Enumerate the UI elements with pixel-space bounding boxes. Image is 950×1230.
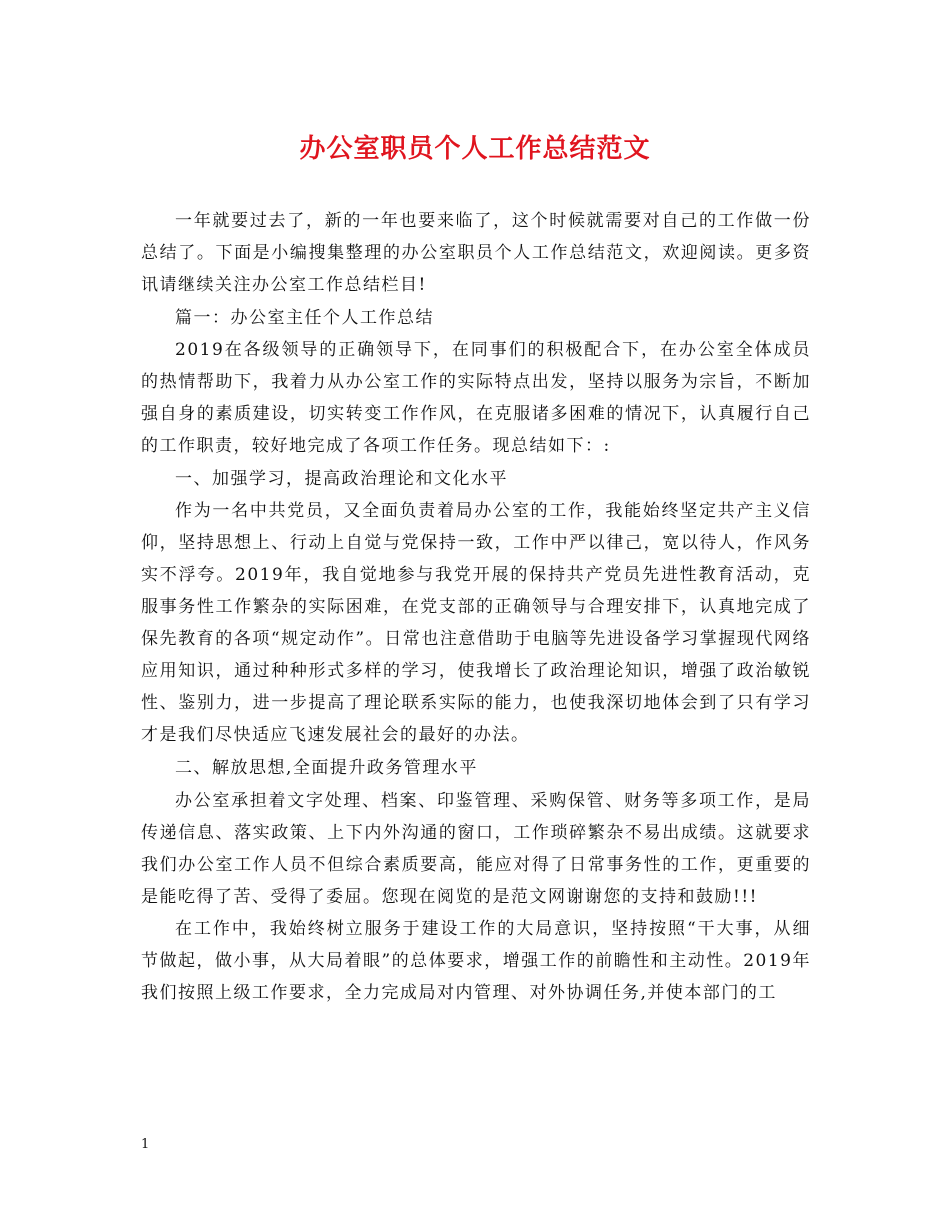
paragraph-section-one-body: 作为一名中共党员，又全面负责着局办公室的工作，我能始终坚定共产主义信仰，坚持思想上、行动上自觉与党保持一致，工作中严以律己，宽以待人，作风务实不浮夸。2019年，我自觉地参与我党开展的保持共产党员先进性教育活动，克服事务性工作繁杂的实际困难，在党支部的正确领导与合理安排下，认真地完成了保先教育的各项“规定动作”。日常也注意借助于电脑等先进设备学习掌握现代网络应用知识，通过种种形式多样的学习，使我增长了政治理论知识，增强了政治敏锐性、鉴别力，进一步提高了理论联系实际的能力，也使我深切地体会到了只有学习才是我们尽快适应飞速发展社会的最好的办法。	[141, 501, 811, 746]
paragraph-section-two-heading: 二、解放思想,全面提升政务管理水平	[175, 757, 478, 778]
page-number: 1	[141, 1137, 150, 1152]
document-body	[141, 205, 811, 1010]
paragraph-section-two-body: 办公室承担着文字处理、档案、印鉴管理、采购保管、财务等多项工作，是局传递信息、落实政策、上下内外沟通的窗口，工作琐碎繁杂不易出成绩。这就要求我们办公室工作人员不但综合素质要高，能应对得了日常事务性的工作，更重要的是能吃得了苦、受得了委屈。您现在阅览的是范文网谢谢您的支持和鼓励!!!	[141, 790, 811, 907]
paragraph-section-two-continued: 在工作中，我始终树立服务于建设工作的大局意识，坚持按照“干大事，从细节做起，做小事，从大局着眼”的总体要求，增强工作的前瞻性和主动性。2019年我们按照上级工作要求，全力完成局对内管理、对外协调任务,并使本部门的工	[141, 919, 811, 1004]
paragraph-part-one-heading: 篇一：办公室主任个人工作总结	[175, 307, 434, 328]
paragraph-intro: 一年就要过去了，新的一年也要来临了，这个时候就需要对自己的工作做一份总结了。下面是小编搜集整理的办公室职员个人工作总结范文，欢迎阅读。更多资讯请继续关注办公室工作总结栏目!	[141, 211, 811, 295]
paragraph-overview: 2019在各级领导的正确领导下，在同事们的积极配合下，在办公室全体成员的热情帮助下，我着力从办公室工作的实际特点出发，坚持以服务为宗旨，不断加强自身的素质建设，切实转变工作作风，在克服诸多困难的情况下，认真履行自己的工作职责，较好地完成了各项工作任务。现总结如下：:	[141, 340, 811, 457]
paragraph-section-one-heading: 一、加强学习，提高政治理论和文化水平	[175, 468, 508, 489]
document-title: 办公室职员个人工作总结范文	[299, 134, 651, 164]
